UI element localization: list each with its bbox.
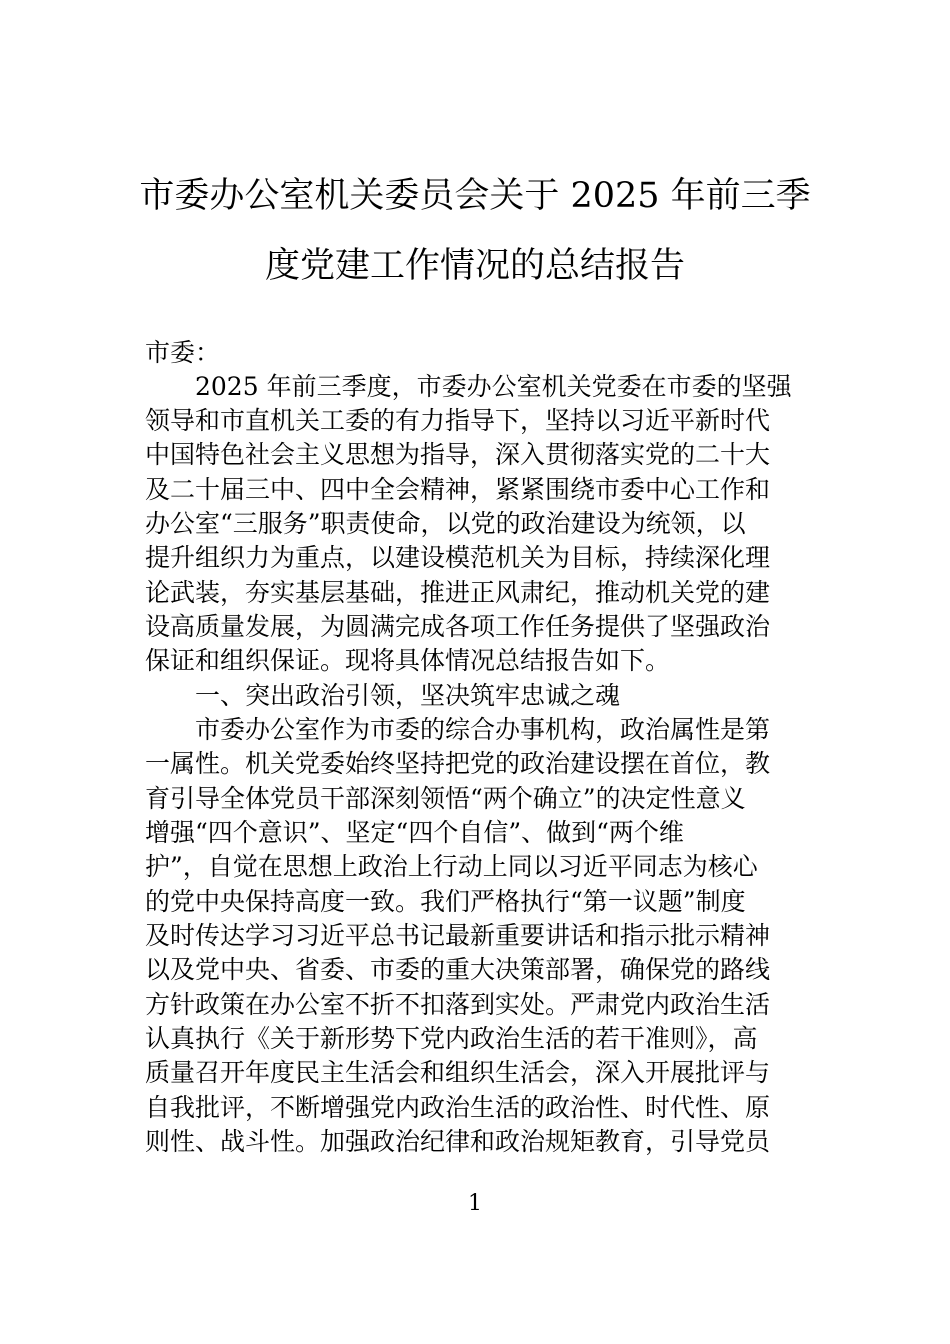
body-line: 育引导全体党员干部深刻领悟“两个确立”的决定性意义: [145, 784, 746, 813]
body-line: 方针政策在办公室不折不扣落到实处。严肃党内政治生活: [145, 990, 771, 1019]
body-line: 护”，自觉在思想上政治上行动上同以习近平同志为核心: [145, 852, 758, 881]
document-title-line-1: 市委办公室机关委员会关于 2025 年前三季: [139, 176, 811, 216]
body-line: 以及党中央、省委、市委的重大决策部署，确保党的路线: [145, 955, 771, 984]
body-line: 领导和市直机关工委的有力指导下，坚持以习近平新时代: [145, 406, 771, 435]
body-line: 的党中央保持高度一致。我们严格执行“第一议题”制度: [145, 887, 746, 916]
document-title-line-2: 度党建工作情况的总结报告: [264, 246, 685, 286]
body-line: 认真执行《关于新形势下党内政治生活的若干准则》，高: [145, 1024, 758, 1053]
body-line: 则性、战斗性。加强政治纪律和政治规矩教育，引导党员: [145, 1127, 771, 1156]
body-line: 中国特色社会主义思想为指导，深入贯彻落实党的二十大: [145, 440, 771, 469]
body-line: 质量召开年度民主生活会和组织生活会，深入开展批评与: [145, 1058, 771, 1087]
body-line: 提升组织力为重点，以建设模范机关为目标，持续深化理: [145, 543, 771, 572]
body-line: 设高质量发展，为圆满完成各项工作任务提供了坚强政治: [145, 612, 771, 641]
salutation: 市委：: [145, 338, 221, 367]
section-heading: 一、突出政治引领，坚决筑牢忠诚之魂: [145, 681, 621, 710]
body-line: 增强“四个意识”、坚定“四个自信”、做到“两个维: [145, 818, 684, 847]
body-line: 论武装，夯实基层基础，推进正风肃纪，推动机关党的建: [145, 578, 771, 607]
body-line: 及时传达学习习近平总书记最新重要讲话和指示批示精神: [145, 921, 771, 950]
body-line: 一属性。机关党委始终坚持把党的政治建设摆在首位，教: [145, 749, 771, 778]
body-line: 市委办公室作为市委的综合办事机构，政治属性是第: [145, 715, 771, 744]
page-number: 1: [468, 1191, 482, 1216]
body-line: 及二十届三中、四中全会精神，紧紧围绕市委中心工作和: [145, 475, 771, 504]
body-line: 保证和组织保证。现将具体情况总结报告如下。: [145, 646, 671, 675]
body-line: 2025 年前三季度，市委办公室机关党委在市委的坚强: [145, 372, 792, 401]
body-line: 办公室“三服务”职责使命，以党的政治建设为统领，以: [145, 509, 746, 538]
body-line: 自我批评，不断增强党内政治生活的政治性、时代性、原: [145, 1093, 771, 1122]
